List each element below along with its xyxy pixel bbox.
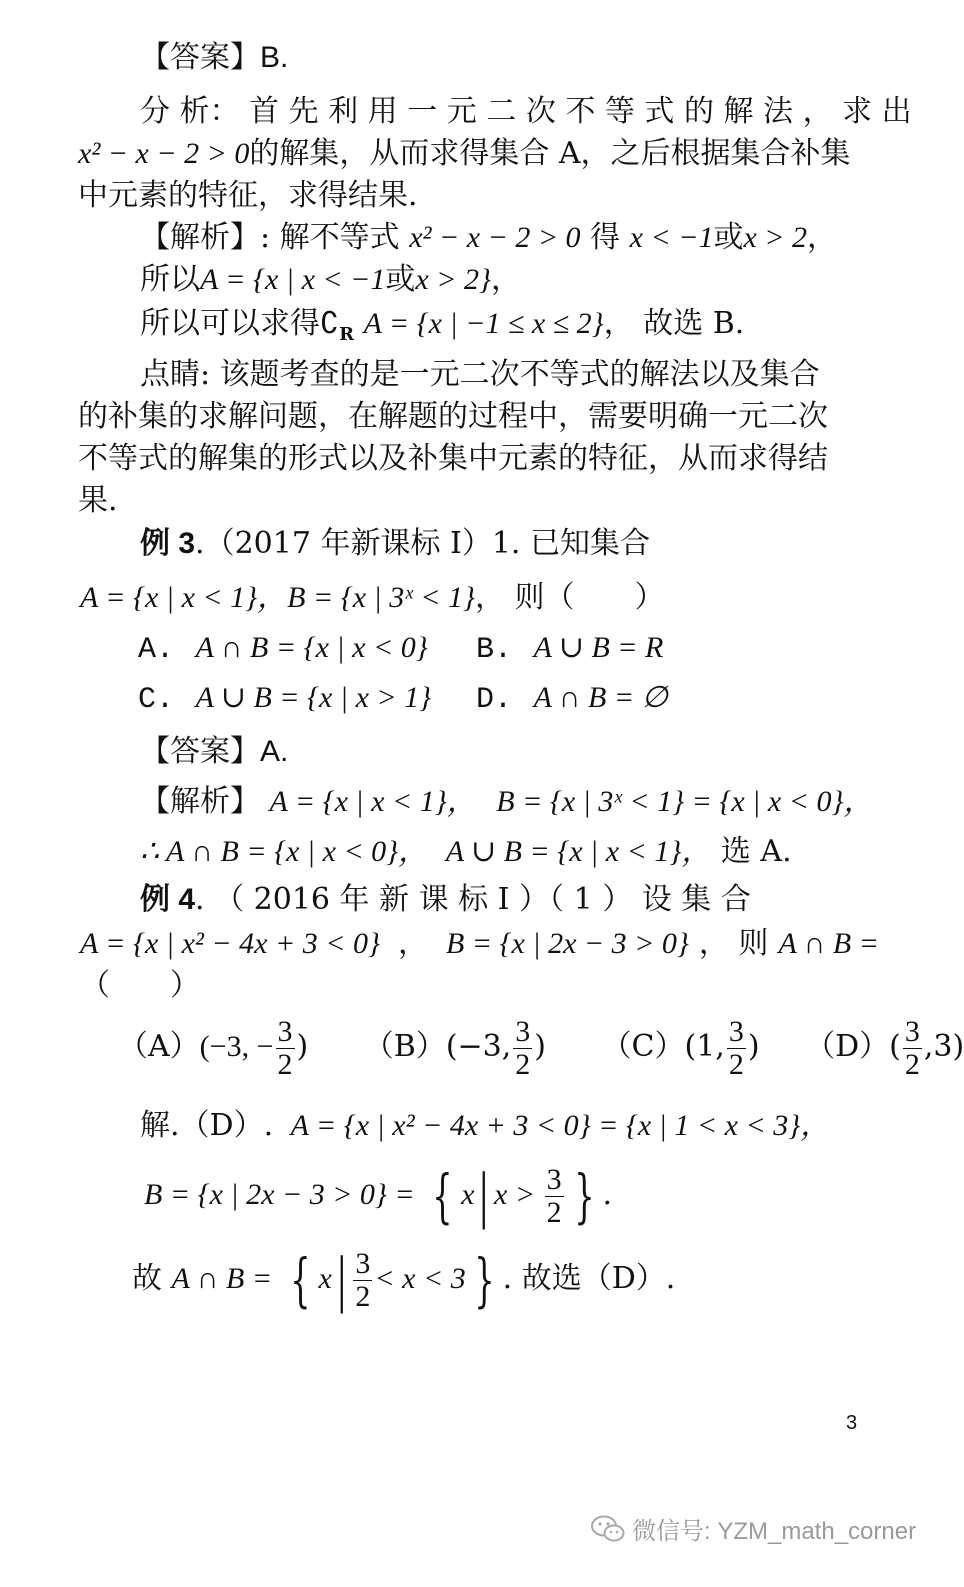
analysis-line-3: 中元素的特征，求得结果. [78, 178, 418, 213]
option-c [601, 1015, 770, 1081]
option-a-label: A. [138, 633, 175, 667]
so-prefix: 所以 [140, 262, 200, 297]
example-4-title [140, 880, 751, 920]
option-d-label: D. [476, 683, 513, 717]
example-4-ask: A ∩ B = [778, 927, 879, 960]
example-3-conclusion [140, 832, 792, 872]
example-3-then: ， 则（ ） [474, 580, 665, 615]
example-3-conclusion-end: 选 A. [720, 834, 792, 869]
solution-cond-2: x > 2 [743, 221, 808, 254]
fraction [276, 1016, 295, 1080]
option-a-text: A ∩ B = {x | x < 0} [195, 631, 428, 664]
option-b-pre: (−3, [445, 1029, 512, 1064]
example-4-sets [80, 924, 879, 964]
solution-label: 【解析】 [140, 220, 260, 255]
fraction-numerator: 3 [728, 1015, 744, 1048]
example-4-conclusion-prefix: 故 [132, 1261, 162, 1296]
option-c-pre: (1, [684, 1029, 725, 1064]
var-x: x [318, 1262, 332, 1295]
page-number: 3 [846, 1412, 858, 1434]
solution-end: ， [807, 220, 838, 255]
example-4-blank: （ ） [80, 968, 200, 1003]
example-4-options [118, 1012, 964, 1082]
comma: ， [490, 262, 521, 297]
option-d-post: ,3) [923, 1029, 964, 1064]
choose-b: ， 故选 B. [603, 306, 745, 341]
option-d-pre: ( [889, 1029, 901, 1064]
example-3-solution-a: A = {x | x < 1}， [269, 785, 477, 818]
example-3-title [140, 524, 650, 564]
fraction-denominator: 2 [355, 1279, 371, 1313]
solution-inequality: x² − x − 2 > 0 [409, 221, 581, 254]
remark-line-2: 的补集的求解问题，在解题的过程中，需要明确一元二次 [78, 399, 828, 434]
fraction-numerator: 3 [546, 1163, 562, 1196]
analysis-line-1: 分 析： 首 先 利 用 一 元 二 次 不 等 式 的 解 法 ， 求 出 [140, 94, 912, 129]
option-a-label: （A） [118, 1029, 200, 1064]
remark-line-1: 点睛: 该题考查的是一元二次不等式的解法以及集合 [140, 357, 820, 392]
fraction-numerator: 3 [355, 1247, 371, 1280]
left-brace: { [289, 1246, 311, 1314]
example-3-sets [80, 578, 665, 618]
fraction-numerator: 3 [904, 1015, 920, 1048]
remark-line-3: 不等式的解集的形式以及补集中元素的特征，从而求得结 [78, 441, 828, 476]
left-brace: { [432, 1162, 453, 1230]
example-3-option-d [476, 678, 668, 720]
example-4-solution-b-end: . [602, 1177, 613, 1212]
example-3-source: .（2017 年新课标 I）1. 已知集合 [195, 526, 650, 561]
fraction [545, 1164, 564, 1228]
example-4-conclusion-end: . 故选（D）. [502, 1261, 676, 1296]
example-3-set-def: A = {x | x < 1}，B = {x | 3ˣ < 1} [80, 581, 475, 614]
solution-line-1 [140, 218, 837, 258]
option-c-label: （C） [601, 1029, 685, 1064]
vertical-bar: | [479, 1162, 490, 1230]
example-4-solution-b-pre: B = {x | 2x − 3 > 0} = [144, 1178, 415, 1211]
fraction-numerator: 3 [515, 1015, 531, 1048]
option-d [805, 1015, 964, 1081]
example-4-solution-b [144, 1160, 612, 1230]
option-a-pre: (−3, − [199, 1030, 274, 1063]
example-4-solution-b-cond: x > [494, 1178, 543, 1211]
answer-value: B. [260, 41, 289, 74]
analysis-line-2 [78, 134, 851, 174]
complement-symbol: ∁ [320, 307, 340, 340]
example-4-set-b: B = {x | 2x − 3 > 0} [445, 927, 689, 960]
fraction-denominator: 2 [515, 1047, 531, 1081]
example-3-option-b [476, 628, 663, 670]
set-a-or: 或 [385, 262, 416, 297]
complement-set: A = {x | −1 ≤ x ≤ 2} [363, 307, 604, 340]
answer-line [140, 38, 288, 78]
option-b-label: （B） [363, 1029, 446, 1064]
solution-line-2 [140, 260, 521, 300]
fraction [353, 1248, 372, 1312]
watermark [590, 1511, 916, 1546]
example-3-solution [140, 782, 873, 822]
option-c-text: A ∪ B = {x | x > 1} [195, 681, 432, 714]
fraction [513, 1016, 532, 1080]
example-3-solution-b: B = {x | 3ˣ < 1} = {x | x < 0}， [496, 785, 874, 818]
solution-line-3 [140, 304, 744, 355]
fraction-numerator: 3 [277, 1015, 293, 1048]
analysis-line-2-rest: 的解集，从而求得集合 A，之后根据集合补集 [249, 136, 851, 171]
option-b [363, 1015, 556, 1081]
example-4-conclusion-lhs: A ∩ B = [171, 1262, 273, 1295]
example-3-conclusion-b: A ∪ B = {x | x < 1}， [445, 835, 712, 868]
set-a: A = {x | x < −1 [200, 263, 386, 296]
option-b-text: A ∪ B = R [533, 631, 664, 664]
right-brace: } [573, 1162, 595, 1230]
vertical-bar: | [336, 1246, 347, 1314]
option-c-post: ) [747, 1029, 760, 1064]
example-4-then: ， 则 [698, 926, 769, 961]
fraction-denominator: 2 [728, 1047, 744, 1081]
fraction-denominator: 2 [904, 1047, 920, 1081]
watermark-text: 微信号: YZM_math_corner [632, 1518, 917, 1545]
example-4-set-a: A = {x | x² − 4x + 3 < 0} [80, 927, 380, 960]
fraction-denominator: 2 [546, 1195, 562, 1229]
option-c-label: C. [138, 683, 175, 717]
so-prefix-2: 所以可以求得 [140, 306, 320, 341]
var-x: x [461, 1178, 475, 1211]
example-4-solution-a [140, 1106, 830, 1146]
wechat-icon [590, 1514, 626, 1544]
example-4-solution-prefix: 解.（D）. [140, 1108, 274, 1143]
solution-cond-1: x < −1 [629, 221, 714, 254]
option-a-post: ) [296, 1029, 309, 1064]
example-3-solution-label: 【解析】 [140, 784, 260, 819]
option-d-text: A ∩ B = ∅ [533, 681, 668, 714]
example-3-conclusion-a: ∴ A ∩ B = {x | x < 0}， [140, 835, 429, 868]
option-b-label: B. [476, 633, 513, 667]
answer-label: 【答案】 [140, 40, 260, 75]
option-b-post: ) [534, 1029, 546, 1064]
fraction-denominator: 2 [277, 1047, 293, 1081]
example-3-answer-value: A. [260, 735, 289, 768]
example-4-source: . （ 2016 年 新 课 标 I ）（ 1 ） 设 集 合 [195, 882, 751, 917]
set-a-end: x > 2} [415, 263, 491, 296]
solution-intro: : 解不等式 [260, 220, 400, 255]
option-d-label: （D） [805, 1029, 890, 1064]
example-3-answer-label: 【答案】 [140, 734, 260, 769]
example-4-solution-set-a: A = {x | x² − 4x + 3 < 0} = {x | 1 < x < 3}， [290, 1109, 831, 1142]
example-3-label: 例 3 [140, 527, 196, 560]
example-3-answer [140, 732, 288, 772]
example-4-conclusion [132, 1244, 675, 1314]
fraction [903, 1016, 922, 1080]
remark-line-4: 果. [78, 483, 118, 518]
example-4-sep: ， [397, 926, 428, 961]
option-a [118, 1015, 318, 1081]
example-4-label: 例 4 [140, 883, 196, 916]
fraction [727, 1016, 746, 1080]
inequality: x² − x − 2 > 0 [78, 137, 250, 170]
solution-or: 或 [713, 220, 744, 255]
example-4-conclusion-ineq: < x < 3 [374, 1262, 466, 1295]
example-3-option-c [138, 678, 431, 720]
complement-sub: R [339, 324, 355, 345]
right-brace: } [474, 1246, 495, 1314]
solution-get: 得 [590, 220, 621, 255]
example-3-option-a [138, 628, 428, 670]
